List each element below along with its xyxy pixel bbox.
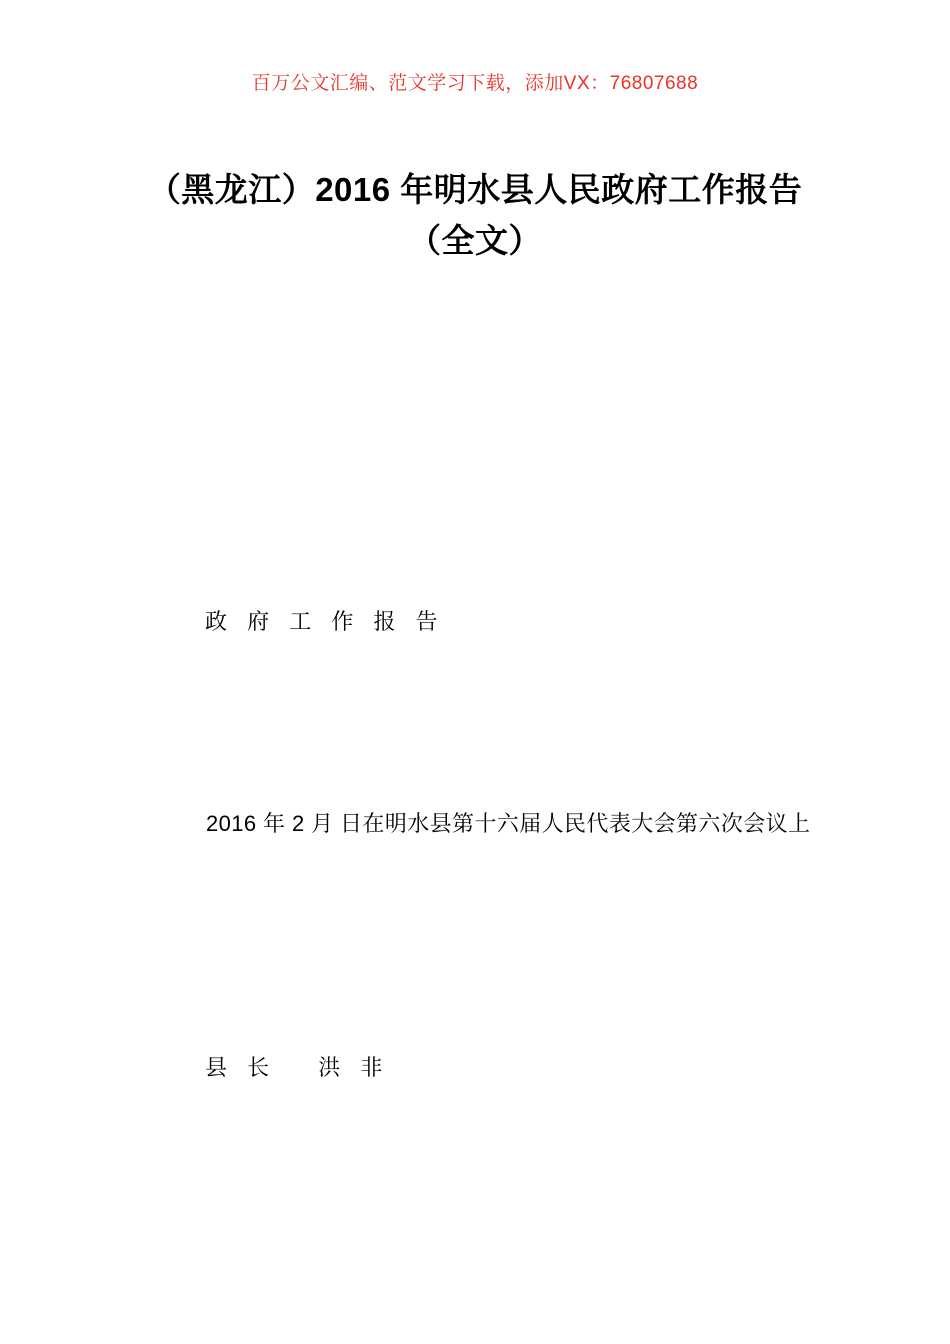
section-heading: 政 府 工 作 报 告 [205, 609, 445, 634]
meeting-info-line: 2016 年 2 月 日在明水县第十六届人民代表大会第六次会议上 [206, 811, 811, 836]
page-title: （黑龙江）2016 年明水县人民政府工作报告（全文） [147, 171, 803, 260]
promo-watermark-text: 百万公文汇编、范文学习下载，添加VX：76807688 [251, 73, 699, 94]
signer-line: 县 长 洪 非 [205, 1055, 390, 1080]
